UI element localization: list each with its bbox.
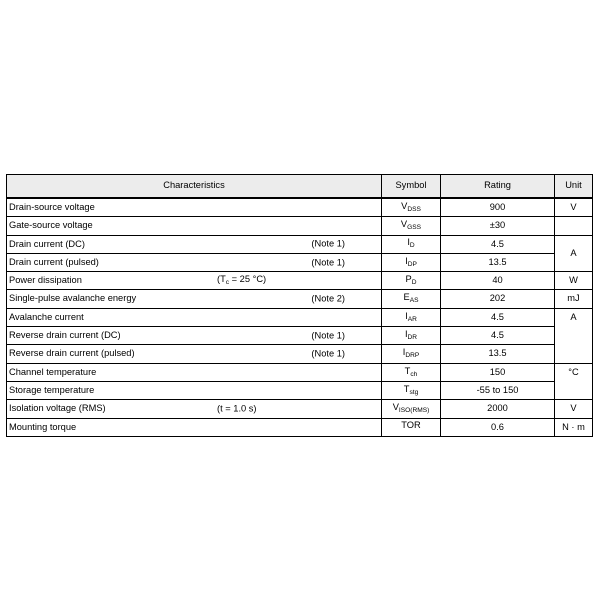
symbol-cell — [382, 217, 441, 235]
rating-cell: 4.5 — [441, 308, 555, 326]
symbol-main: V — [400, 219, 408, 230]
table-row — [7, 308, 593, 326]
characteristic-cell — [7, 400, 382, 418]
table-row — [7, 253, 593, 271]
symbol-main: V — [392, 402, 399, 413]
symbol-subscript: AR — [407, 315, 417, 323]
symbol-subscript: DSS — [407, 205, 421, 213]
table-row — [7, 235, 593, 253]
characteristic-label: Power dissipation — [9, 275, 82, 286]
characteristic-cell — [7, 290, 382, 308]
note-label: (Note 1) — [311, 348, 345, 359]
symbol-cell — [382, 253, 441, 271]
rating-cell: 150 — [441, 363, 555, 381]
symbol-main: I — [402, 347, 406, 358]
table-row — [7, 381, 593, 399]
symbol-cell — [382, 345, 441, 363]
condition-subscript: c — [225, 279, 230, 287]
symbol-main: TOR — [401, 420, 421, 431]
symbol-subscript: stg — [409, 388, 419, 396]
characteristic-label: Isolation voltage (RMS) — [9, 403, 106, 414]
symbol-cell — [382, 272, 441, 290]
symbol-cell — [382, 418, 441, 436]
symbol-main: T — [403, 383, 410, 394]
header-symbol: Symbol — [382, 175, 441, 199]
condition-pre: (T — [217, 274, 226, 285]
rating-cell: ±30 — [441, 217, 555, 235]
characteristic-label: Mounting torque — [9, 421, 77, 432]
unit-cell: V — [555, 198, 593, 217]
absolute-maximum-ratings-table — [6, 174, 593, 437]
table-header-row — [7, 175, 593, 199]
rating-cell: 0.6 — [441, 418, 555, 436]
rating-cell: 2000 — [441, 400, 555, 418]
characteristic-cell — [7, 363, 382, 381]
table-row — [7, 272, 593, 290]
symbol-subscript: D — [409, 242, 415, 250]
symbol-main: E — [403, 292, 410, 303]
rating-cell: -55 to 150 — [441, 381, 555, 399]
unit-cell: V — [555, 400, 593, 418]
characteristic-label: Reverse drain current (DC) — [9, 330, 121, 341]
symbol-subscript: D — [411, 279, 417, 287]
rating-cell: 13.5 — [441, 253, 555, 271]
characteristic-label: Avalanche current — [9, 311, 84, 322]
characteristic-cell — [7, 253, 382, 271]
unit-cell: A — [555, 235, 593, 272]
characteristic-label: Drain current (pulsed) — [9, 256, 99, 267]
characteristic-label: Drain-source voltage — [9, 202, 95, 212]
characteristic-cell — [7, 345, 382, 363]
symbol-subscript: DRP — [405, 352, 420, 360]
table-row — [7, 363, 593, 381]
unit-cell: W — [555, 272, 593, 290]
symbol-main: I — [407, 237, 410, 248]
characteristic-label: Gate-source voltage — [9, 220, 93, 231]
note-label: (Note 2) — [311, 293, 345, 304]
symbol-main: I — [404, 328, 408, 339]
characteristic-label: Channel temperature — [9, 366, 97, 377]
rating-cell: 4.5 — [441, 327, 555, 345]
characteristic-cell — [7, 217, 382, 235]
symbol-cell — [382, 308, 441, 326]
symbol-cell — [382, 198, 441, 217]
unit-cell: A — [555, 308, 593, 363]
characteristic-cell — [7, 381, 382, 399]
characteristic-cell — [7, 198, 382, 217]
symbol-subscript: ISO(RMS) — [398, 407, 430, 415]
symbol-cell — [382, 363, 441, 381]
characteristic-cell — [7, 235, 382, 253]
symbol-main: I — [405, 310, 408, 321]
symbol-subscript: DR — [407, 333, 418, 341]
unit-cell: N · m — [555, 418, 593, 436]
condition-post: = 25 °C) — [229, 274, 267, 285]
symbol-cell — [382, 327, 441, 345]
characteristic-label: Drain current (DC) — [9, 238, 85, 249]
table-row — [7, 217, 593, 235]
note-label: (Note 1) — [311, 256, 345, 267]
rating-cell: 4.5 — [441, 235, 555, 253]
symbol-subscript: GSS — [407, 224, 422, 232]
symbol-main: V — [401, 200, 408, 211]
symbol-subscript: ch — [410, 370, 418, 378]
characteristic-cell — [7, 327, 382, 345]
characteristic-cell — [7, 272, 382, 290]
symbol-main: P — [405, 274, 412, 285]
characteristic-cell — [7, 418, 382, 436]
table-row — [7, 418, 593, 436]
header-unit: Unit — [555, 175, 593, 199]
table-row — [7, 400, 593, 418]
characteristic-label: Reverse drain current (pulsed) — [9, 348, 135, 359]
header-rating: Rating — [441, 175, 555, 199]
rating-cell: 40 — [441, 272, 555, 290]
rating-cell: 13.5 — [441, 345, 555, 363]
header-characteristics: Characteristics — [7, 175, 382, 199]
rating-cell: 202 — [441, 290, 555, 308]
table-row — [7, 345, 593, 363]
note-label: (Note 1) — [311, 330, 345, 341]
characteristic-label: Storage temperature — [9, 384, 95, 395]
symbol-cell — [382, 400, 441, 418]
condition-label: (t = 1.0 s) — [217, 403, 257, 414]
symbol-subscript: DP — [407, 260, 417, 268]
table-row — [7, 327, 593, 345]
unit-cell: mJ — [555, 290, 593, 308]
symbol-subscript: AS — [409, 297, 419, 305]
characteristic-label: Single-pulse avalanche energy — [9, 293, 137, 304]
table-row — [7, 290, 593, 308]
note-label: (Note 1) — [311, 238, 345, 249]
rating-cell: 900 — [441, 198, 555, 217]
table-row — [7, 198, 593, 217]
condition-label — [217, 275, 266, 287]
unit-cell: °C — [555, 363, 593, 400]
characteristic-cell — [7, 308, 382, 326]
symbol-cell — [382, 290, 441, 308]
symbol-main: T — [404, 365, 411, 376]
symbol-cell — [382, 235, 441, 253]
symbol-cell — [382, 381, 441, 399]
symbol-main: I — [405, 255, 408, 266]
